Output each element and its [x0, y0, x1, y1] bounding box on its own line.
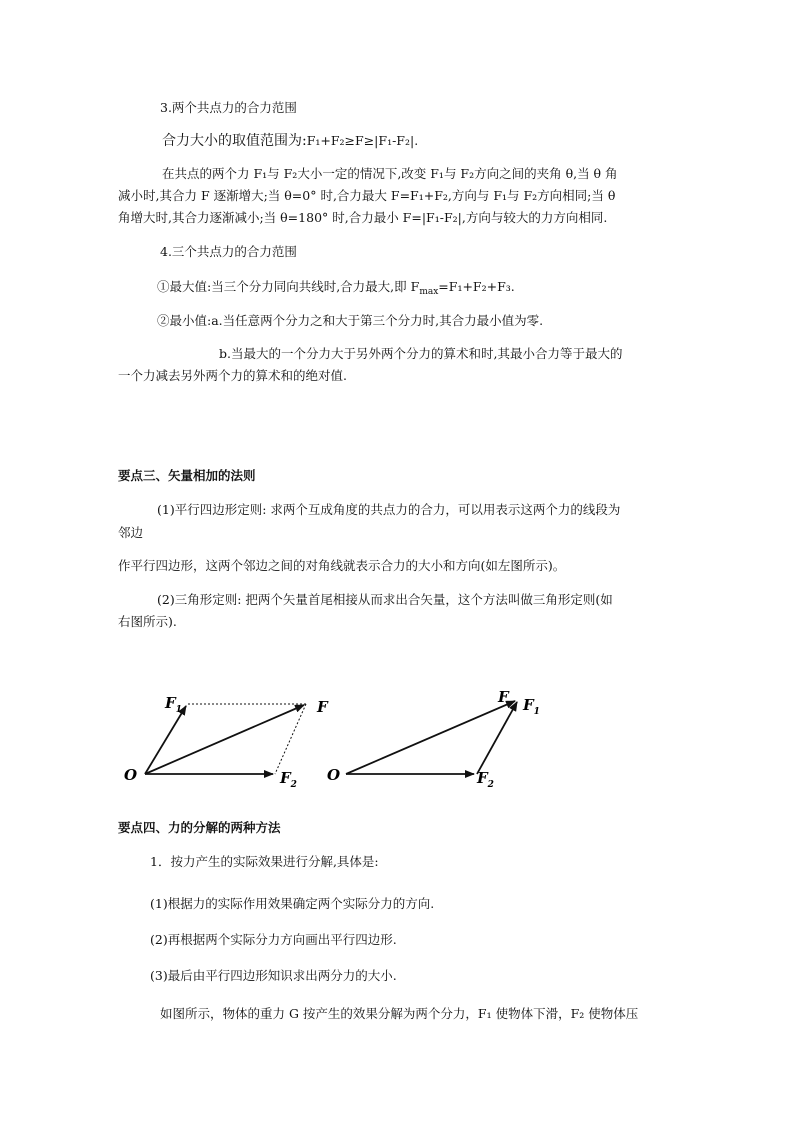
closing-line: 如图所示，物体的重力 G 按产生的效果分解为两个分力，F₁ 使物体下滑，F₂ 使物体压 — [160, 1006, 639, 1021]
f1-arrow — [145, 706, 186, 774]
min-value-line2: b.当最大的一个分力大于另外两个分力的算术和时,其最小合力等于最大的 — [219, 346, 623, 361]
label-f1-right — [522, 696, 540, 717]
max-prefix: ①最大值:当三个分力同向共线时,合力最大,即 F — [157, 279, 420, 294]
max-suffix: =F₁+F₂+F₃. — [438, 279, 515, 294]
step-2: (2)再根据两个实际分力方向画出平行四边形. — [150, 932, 397, 947]
parallelogram-figure — [124, 694, 329, 790]
min-value-line3: 一个力减去另外两个力的算术和的绝对值. — [118, 368, 347, 383]
f2-dotted-side — [275, 704, 306, 774]
step-3: (3)最后由平行四边形知识求出两分力的大小. — [150, 968, 397, 983]
label-f2-left-main: F — [280, 769, 291, 787]
label-f2-left — [279, 769, 297, 790]
label-o-left: O — [124, 766, 138, 784]
label-o-right: O — [327, 766, 341, 784]
triangle-figure — [327, 688, 540, 790]
label-f1-right-main: F — [523, 696, 534, 714]
label-f2-right-main: F — [477, 769, 488, 787]
label-f1-left-sub: 1 — [175, 705, 182, 715]
rule1-line3: 作平行四边形，这两个邻边之间的对角线就表示合力的大小和方向(如左图所示)。 — [118, 558, 566, 573]
label-f-left: F — [317, 698, 328, 716]
label-f1-right-sub: 1 — [533, 707, 540, 717]
label-f2-right — [476, 769, 494, 790]
rule1-line2: 邻边 — [118, 525, 144, 540]
min-value-line1: ②最小值:a.当任意两个分力之和大于第三个分力时,其合力最小值为零. — [157, 313, 544, 328]
rule2-line1: (2)三角形定则: 把两个矢量首尾相接从而求出合矢量，这个方法叫做三角形定则(如 — [157, 592, 613, 607]
label-f1-left — [164, 694, 182, 715]
range-prefix: 合力大小的取值范围为: — [162, 133, 307, 149]
section-3-title: 3.两个共点力的合力范围 — [160, 100, 297, 115]
step-1: (1)根据力的实际作用效果确定两个实际分力的方向. — [150, 896, 435, 911]
decomp-intro: 1．按力产生的实际效果进行分解,具体是: — [150, 854, 379, 869]
rule2-line2: 右图所示). — [118, 614, 177, 629]
para1-line1: 在共点的两个力 F₁与 F₂大小一定的情况下,改变 F₁与 F₂方向之间的夹角 θ,当 θ 角 — [162, 166, 618, 181]
point-4-title: 要点四、力的分解的两种方法 — [118, 820, 281, 835]
section-4-title: 4.三个共点力的合力范围 — [160, 244, 297, 259]
max-value-line — [157, 277, 515, 302]
label-f1-left-main: F — [165, 694, 176, 712]
range-line — [162, 131, 418, 151]
max-subscript: max — [419, 287, 439, 297]
vector-figures — [0, 670, 794, 810]
label-f2-left-sub: 2 — [290, 780, 297, 790]
rule1-line1: (1)平行四边形定则: 求两个互成角度的共点力的合力，可以用表示这两个力的线段为 — [157, 502, 621, 517]
point-3-title: 要点三、矢量相加的法则 — [118, 468, 256, 483]
label-f-right: F — [498, 688, 509, 706]
label-f2-right-sub: 2 — [487, 780, 494, 790]
f1-arrow-right — [477, 702, 517, 774]
range-formula: F₁+F₂≥F≥|F₁-F₂|. — [306, 133, 419, 148]
para1-line2: 减小时,其合力 F 逐渐增大;当 θ=0° 时,合力最大 F=F₁+F₂,方向与 F₁与 F₂方向相同;当 θ — [118, 188, 616, 203]
para1-line3: 角增大时,其合力逐渐减小;当 θ=180° 时,合力最小 F=|F₁-F₂|,方向与较大的力方向相同. — [118, 210, 608, 225]
f-resultant-arrow — [145, 705, 304, 774]
f-resultant-arrow-right — [346, 701, 515, 774]
